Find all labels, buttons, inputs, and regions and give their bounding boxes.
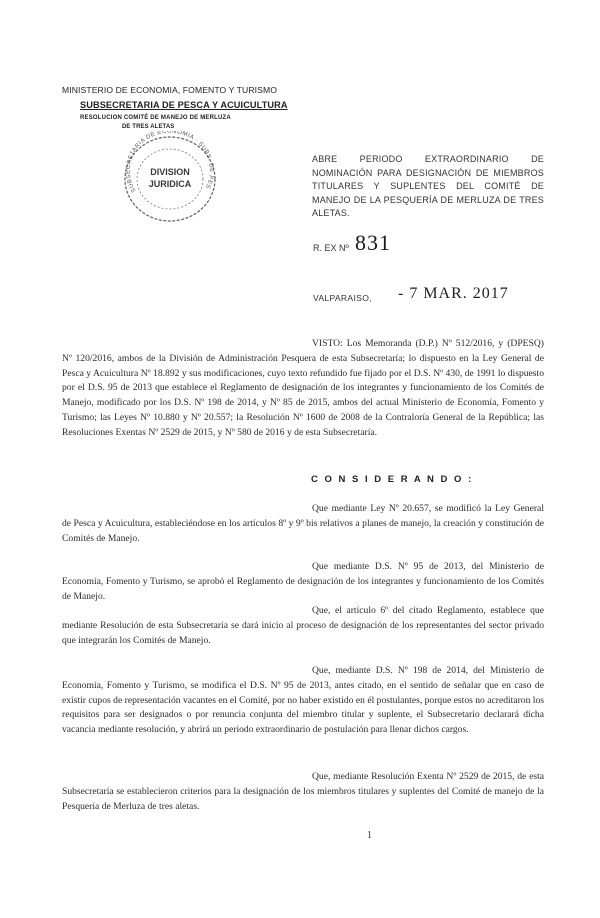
considerando-heading: C O N S I D E R A N D O :: [311, 474, 474, 485]
considerando-paragraph-3: Que, el artículo 6º del citado Reglamento, establece que mediante Resolución de esta Subsecretaría se dará inicio al proceso de designación de los representantes del sector privado que integrarán los Comités de Manejo.: [62, 605, 544, 646]
reference-line: RESOLUCION COMITÉ DE MANEJO DE MERLUZA: [80, 115, 231, 121]
reference-line-2: DE TRES ALETAS: [122, 124, 175, 130]
considerando-paragraph-2: Que mediante D.S. Nº 95 de 2013, del Ministerio de Economía, Fomento y Turismo, se aprobó el Reglamento de designación de los integrantes y funcionamiento de los Comités de Manejo.: [62, 561, 544, 602]
considerando-paragraph-4: Que, mediante D.S. Nº 198 de 2014, del Ministerio de Economía, Fomento y Turismo, se modifica el D.S. Nº 95 de 2013, antes citado, en el sentido de señalar que en caso de existir cupos de representación vacantes en el Comité, por no haber existido en él postulantes, porque estos no acreditaron los requisitos para ser designados o por renuncia conjunta del miembro titular y suplente, el Subsecretario declarará dicha vacancia mediante resolución, y abrirá un periodo extraordinario de postulación para llenar dichos cargos.: [62, 665, 544, 736]
stamp-juridica-text: JURIDICA: [148, 179, 192, 189]
stamp-division-text: DIVISION: [150, 167, 190, 177]
stamp-ring-text: SUBSECRETARIA DE ECONOMIA · SUBS. DE PES: [125, 131, 214, 194]
resolution-date: - 7 MAR. 2017: [398, 285, 509, 302]
considerando-paragraph-5: Que, mediante Resolución Exenta Nº 2529 de 2015, de esta Subsecretaría se establecieron criterios para la designación de los miembros titulares y suplentes del Comité de manejo de la Pesquería de Merluza de tres aletas.: [62, 771, 544, 812]
resolution-number-label: R. EX Nº: [313, 243, 349, 253]
place-label: VALPARAISO,: [313, 293, 372, 303]
considerando-paragraph-1: Que mediante Ley Nº 20.657, se modificó la Ley General de Pesca y Acuicultura, estableciéndose en los artículos 8º y 9º bis relativos a planes de manejo, la creación y constitución de Comités de Manejo.: [62, 503, 544, 544]
division-juridica-stamp: [120, 131, 220, 223]
resolution-subject: ABRE PERIODO EXTRAORDINARIO DE NOMINACIÓN PARA DESIGNACIÓN DE MIEMBROS TITULARES Y SUPLENTES DEL COMITÉ DE MANEJO DE LA PESQUERÍA DE MERLUZA DE TRES ALETAS.: [312, 154, 544, 218]
page-number: 1: [367, 830, 372, 841]
ministry-name: MINISTERIO DE ECONOMIA, FOMENTO Y TURISMO: [62, 85, 277, 95]
visto-paragraph: VISTO: Los Memoranda (D.P.) Nº 512/2016, y (DPESQ) Nº 120/2016, ambos de la División de Administración Pesquera de esta Subsecretaría; lo dispuesto en la Ley General de Pesca y Acuicultura Nº 18.892 y sus modificaciones, cuyo texto refundido fue fijado por el D.S. Nº 430, de 1991 lo dispuesto por el D.S. 95 de 2013 que establece el Reglamento de designación de los integrantes y funcionamiento de los Comités de Manejo, modificado por los D.S. Nº 198 de 2014, y Nº 85 de 2015, ambos del actual Ministerio de Economía, Fomento y Turismo; las Leyes Nº 10.880 y Nº 20.557; la Resolución Nº 1600 de 2008 de la Contraloría General de la República; las Resoluciones Exentas Nº 2529 de 2015, y Nº 580 de 2016 y de esta Subsecretaría.: [62, 338, 544, 438]
resolution-number: 831: [355, 230, 391, 255]
subsecretaria-name: SUBSECRETARIA DE PESCA Y ACUICULTURA: [80, 100, 288, 110]
